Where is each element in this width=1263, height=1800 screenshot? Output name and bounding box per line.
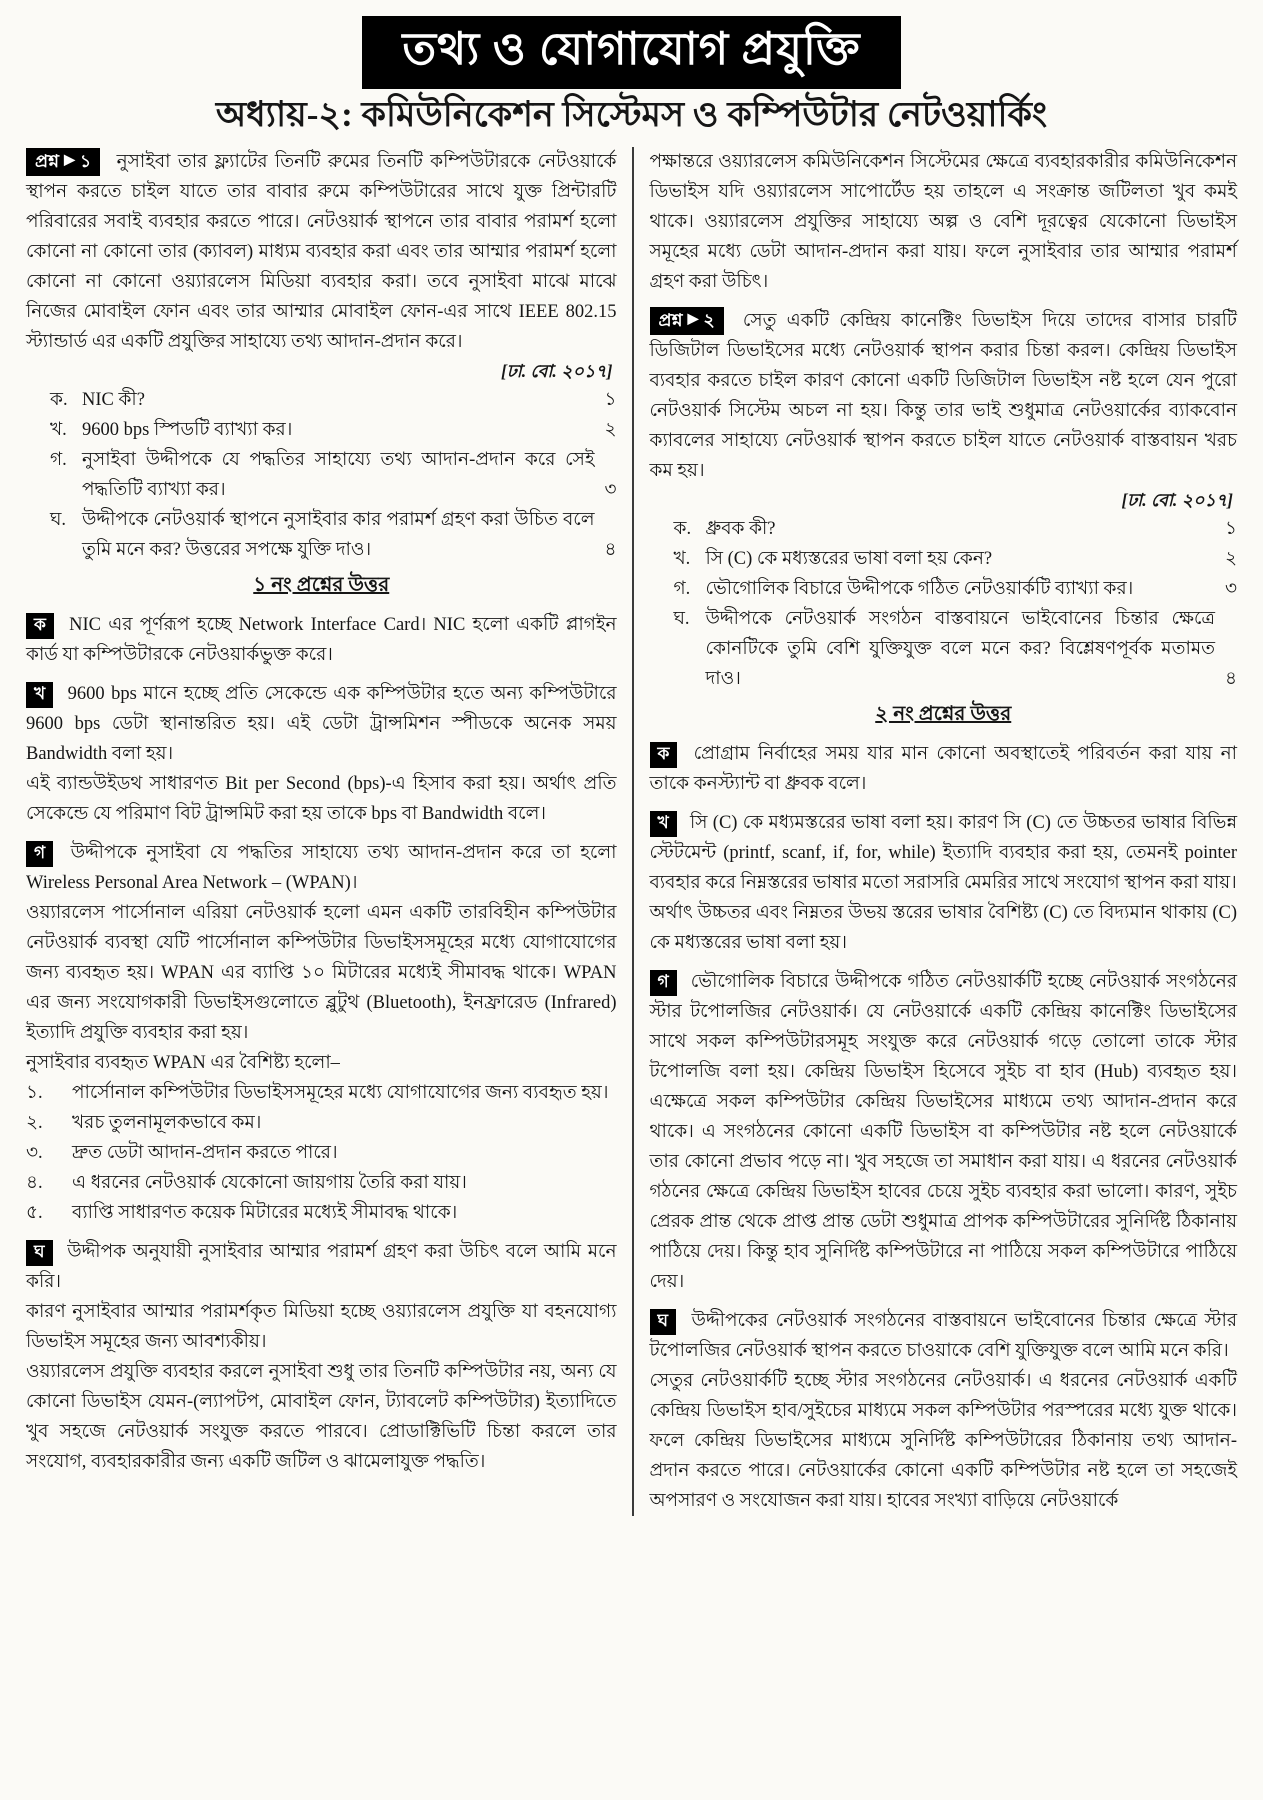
two-column-body bbox=[0, 147, 1263, 1516]
answer-tag-ga: গ bbox=[650, 970, 677, 996]
subquestion-text: উদ্দীপকে নেটওয়ার্ক সংগঠন বাস্তবায়নে ভাইবোনের চিন্তার ক্ষেত্রে কোনটিকে তুমি বেশি যুক্তিযুক্ত বলে মনে কর? বিশ্লেষণপূর্বক মতামত দাও। bbox=[705, 608, 1215, 689]
subquestion-label: গ. bbox=[673, 578, 691, 599]
play-icon: ▶ bbox=[64, 152, 75, 168]
answer2-header: ২ নং প্রশ্নের উত্তর bbox=[875, 702, 1012, 725]
answer1-gha-para3: ওয়্যারলেস প্রযুক্তি ব্যবহার করলে নুসাইবা শুধু তার তিনটি কম্পিউটার নয়, অন্য যে কোনো ডিভাইস যেমন-(ল্যাপটপ, মোবাইল ফোন, ট্যাবলেট কম্পিউটার) ইত্যাদিতে খুব সহজে নেটওয়ার্ক সংযুক্ত করতে পারবে। প্রোডাক্টিভিটি চিন্তা করলে তার সংযোগ, ব্যবহারকারীর জন্য একটি জটিল ও ঝামেলাযুক্ত পদ্ধতি। bbox=[26, 1361, 617, 1472]
question2-tag bbox=[650, 307, 724, 335]
question1-tag-number: ১ bbox=[79, 150, 92, 171]
answer1-gha-para2: কারণ নুসাইবার আম্মার পরামর্শকৃত মিডিয়া হচ্ছে ওয়্যারলেস প্রযুক্তি যা বহনযোগ্য ডিভাইস সমূহের জন্য আবশ্যকীয়। bbox=[26, 1301, 617, 1352]
question2-tag-number: ২ bbox=[703, 309, 715, 330]
subquestion-text: 9600 bps স্পিডটি ব্যাখ্যা কর। bbox=[82, 419, 293, 440]
question2-board-ref: [ঢা. বো. ২০১৭] bbox=[1121, 489, 1233, 510]
question2-subquestion-ka bbox=[650, 514, 1238, 544]
question2-tag-label: প্রশ্ন bbox=[658, 309, 683, 330]
subquestion-text: উদ্দীপকে নেটওয়ার্ক স্থাপনে নুসাইবার কার পরামর্শ গ্রহণ করা উচিত বলে তুমি মনে কর? উত্তরের সপক্ষে যুক্তি দাও। bbox=[82, 509, 595, 560]
answer2-ka bbox=[650, 739, 1238, 799]
subquestion-label: খ. bbox=[673, 548, 691, 569]
answer1-ka-text: NIC এর পূর্ণরূপ হচ্ছে Network Interface Card। NIC হলো একটি প্লাগইন কার্ড যা কম্পিউটারকে নেটওয়ার্কভুক্ত করে। bbox=[26, 614, 617, 665]
answer1-gha-continuation: পক্ষান্তরে ওয়্যারলেস কমিউনিকেশন সিস্টেমের ক্ষেত্রে ব্যবহারকারীর কমিউনিকেশন ডিভাইস যদি ওয়্যারলেস সাপোর্টেড হয় তাহলে এ সংক্রান্ত জটিলতা খুব কমই থাকে। ওয়্যারলেস প্রযুক্তির সাহায্যে অল্প ও বেশি দূরত্বের যেকোনো ডিভাইস সমূহের মধ্যে ডেটা আদান-প্রদান করা যায়। ফলে নুসাইবার তার আম্মার পরামর্শ গ্রহণ করা উচিৎ। bbox=[649, 151, 1237, 292]
subquestion-label: ক. bbox=[50, 389, 68, 410]
subquestion-marks: ৪ bbox=[604, 539, 617, 560]
subquestion-label: ঘ. bbox=[673, 608, 690, 629]
answer2-gha bbox=[650, 1306, 1238, 1516]
subquestion-marks: ৪ bbox=[1224, 668, 1237, 689]
subquestion-text: ধ্রুবক কী? bbox=[705, 518, 776, 539]
wpan-feature-5: ৫. ব্যাপ্তি সাধারণত কয়েক মিটারের মধ্যেই সীমাবদ্ধ থাকে। bbox=[26, 1202, 458, 1223]
subquestion-label: ঘ. bbox=[50, 509, 67, 530]
right-column bbox=[632, 147, 1238, 1516]
answer2-ga bbox=[650, 967, 1238, 1297]
subject-title-banner bbox=[362, 16, 900, 89]
answer-tag-gha: ঘ bbox=[26, 1240, 53, 1266]
question1-stimulus-text: নুসাইবা তার ফ্ল্যাটের তিনটি রুমের তিনটি কম্পিউটারকে নেটওয়ার্কে স্থাপন করতে চাইল যাতে তার বাবার রুমে কম্পিউটারের সাথে যুক্ত প্রিন্টারটি পরিবারের সবাই ব্যবহার করতে পারে। নেটওয়ার্ক স্থাপনে তার বাবার পরামর্শ হলো কোনো না কোনো তার (ক্যাবল) মাধ্যম ব্যবহার করা এবং তার আম্মার পরামর্শ হলো কোনো না কোনো ওয়্যারলেস মিডিয়া ব্যবহার করা। তবে নুসাইবা মাঝে মাঝে নিজের মোবাইল ফোন এবং তার আম্মার মোবাইল ফোন-এর সাথে IEEE 802.15 স্ট্যান্ডার্ড এর একটি প্রযুক্তির সাহায্যে তথ্য আদান-প্রদান করে। bbox=[26, 151, 617, 352]
question1-subquestion-kha bbox=[26, 415, 617, 445]
subquestion-marks: ২ bbox=[604, 419, 617, 440]
subquestion-label: খ. bbox=[50, 419, 67, 440]
answer-tag-ga: গ bbox=[26, 841, 53, 867]
subquestion-marks: ১ bbox=[604, 389, 617, 410]
answer2-kha-para2: অর্থাৎ উচ্চতর এবং নিম্নতর উভয় স্তরের ভাষার বৈশিষ্ট্য (C) তে বিদ্যমান থাকায় (C) কে মধ্যস্তরের ভাষা বলা হয়। bbox=[649, 902, 1237, 953]
answer2-kha-lead: সি (C) কে মধ্যমস্তরের ভাষা বলা হয়। কারণ সি (C) তে উচ্চতর ভাষার বিভিন্ন স্টেটমেন্ট (printf, scanf, if, for, while) ইত্যাদি ব্যবহার করা হয়, তেমনই pointer ব্যবহার করে নিম্নস্তরের ভাষার মতো সরাসরি মেমরির সাথে সংযোগ স্থাপন করা যায়। bbox=[649, 812, 1238, 893]
subquestion-label: গ. bbox=[50, 449, 67, 470]
question1-board-ref: [ঢা. বো. ২০১৭] bbox=[500, 360, 613, 381]
subquestion-marks: ২ bbox=[1224, 548, 1237, 569]
answer2-gha-para2: সেতুর নেটওয়ার্কটি হচ্ছে স্টার সংগঠনের নেটওয়ার্ক। এ ধরনের নেটওয়ার্ক একটি কেন্দ্রিয় ডিভাইস হাব/সুইচের মাধ্যমে সকল কম্পিউটার পরস্পরের মধ্যে যুক্ত থাকে। ফলে কেন্দ্রিয় ডিভাইসের মাধ্যমে সুনির্দিষ্ট কম্পিউটারের ঠিকানায় তথ্য আদান-প্রদান করতে পারে। নেটওয়ার্কের কোনো একটি কম্পিউটার নষ্ট হলে তা সহজেই অপসারণ ও সংযোজন করা যায়। হাবের সংখ্যা বাড়িয়ে নেটওয়ার্কে bbox=[649, 1370, 1237, 1511]
answer1-header: ১ নং প্রশ্নের উত্তর bbox=[253, 573, 390, 596]
answer-tag-gha: ঘ bbox=[650, 1309, 677, 1335]
answer2-ga-text: ভৌগোলিক বিচারে উদ্দীপকে গঠিত নেটওয়ার্কটি হচ্ছে নেটওয়ার্ক সংগঠনের স্টার টপোলজির নেটওয়ার্ক। যে নেটওয়ার্কে একটি কেন্দ্রিয় কানেক্টিং ডিভাইসের সাথে সকল কম্পিউটারসমূহ সংযুক্ত করে নেটওয়ার্ক গড়ে তোলো তাকে স্টার টপোলজি বলা হয়। কেন্দ্রিয় ডিভাইস হিসেবে সুইচ বা হাব (Hub) ব্যবহৃত হয়। এক্ষেত্রে সকল কম্পিউটার কেন্দ্রিয় ডিভাইসের মাধ্যমে তথ্য আদান-প্রদান করে থাকে। এ সংগঠনের কোনো একটি ডিভাইস বা কম্পিউটার নষ্ট হলে নেটওয়ার্কে তার কোনো প্রভাব পড়ে না। খুব সহজে তা সমাধান করা যায়। এ ধরনের নেটওয়ার্ক গঠনের ক্ষেত্রে কেন্দ্রিয় ডিভাইস হাবের চেয়ে সুইচ ব্যবহার করা ভালো। কারণ, সুইচ প্রেরক প্রান্ত থেকে প্রাপ্ত প্রান্ত ডেটা শুধুমাত্র প্রাপক কম্পিউটারের সুনির্দিষ্ট ঠিকানায় পাঠিয়ে দেয়। কিন্তু হাব সুনির্দিষ্ট কম্পিউটারে না পাঠিয়ে সকল কম্পিউটারে পাঠিয়ে দেয়। bbox=[649, 971, 1238, 1292]
question2-stimulus bbox=[650, 306, 1238, 486]
answer-tag-ka: ক bbox=[650, 742, 678, 768]
answer1-ga-lead: উদ্দীপকে নুসাইবা যে পদ্ধতির সাহায্যে তথ্য আদান-প্রদান করে তা হলো Wireless Personal Area Network – (WPAN)। bbox=[26, 842, 617, 893]
question1-stimulus bbox=[26, 147, 617, 357]
answer1-ka bbox=[26, 610, 617, 670]
left-column bbox=[26, 147, 632, 1516]
answer2-kha bbox=[650, 808, 1238, 958]
question2-subquestion-ga bbox=[650, 574, 1238, 604]
subquestion-label: ক. bbox=[673, 518, 692, 539]
question1-subquestion-gha bbox=[26, 505, 617, 565]
answer1-ga-para2: ওয়্যারলেস পার্সোনাল এরিয়া নেটওয়ার্ক হলো এমন একটি তারবিহীন কম্পিউটার নেটওয়ার্ক ব্যবস্থা যেটি পার্সোনাল কম্পিউটার ডিভাইসসমূহের মধ্যে যোগাযোগের জন্য ব্যবহৃত হয়। WPAN এর ব্যাপ্তি ১০ মিটারের মধ্যেই সীমাবদ্ধ থাকে। WPAN এর জন্য সংযোগকারী ডিভাইসগুলোতে ব্লুটুথ (Bluetooth), ইনফ্রারেড (Infrared) ইত্যাদি প্রযুক্তি ব্যবহার করা হয়। bbox=[26, 902, 617, 1043]
play-icon: ▶ bbox=[687, 311, 699, 327]
question2-subquestion-kha bbox=[650, 544, 1238, 574]
subquestion-text: ভৌগোলিক বিচারে উদ্দীপকে গঠিত নেটওয়ার্কটি ব্যাখ্যা কর। bbox=[705, 578, 1134, 599]
subquestion-marks: ১ bbox=[1224, 518, 1237, 539]
chapter-heading: অধ্যায়-২: কমিউনিকেশন সিস্টেমস ও কম্পিউটার নেটওয়ার্কিং bbox=[215, 94, 1048, 134]
question1-tag-label: প্রশ্ন bbox=[35, 150, 60, 171]
question1-subquestion-ka bbox=[26, 385, 617, 415]
subquestion-marks: ৩ bbox=[1224, 578, 1237, 599]
wpan-feature-3: ৩. দ্রুত ডেটা আদান-প্রদান করতে পারে। bbox=[26, 1142, 338, 1163]
answer1-gha bbox=[26, 1237, 617, 1477]
subject-title: তথ্য ও যোগাযোগ প্রযুক্তি bbox=[402, 24, 861, 74]
question2-subquestion-gha bbox=[650, 604, 1238, 694]
answer1-ga-list-intro: নুসাইবার ব্যবহৃত WPAN এর বৈশিষ্ট্য হলো– bbox=[26, 1052, 340, 1073]
wpan-feature-4: ৪. এ ধরনের নেটওয়ার্ক যেকোনো জায়গায় তৈরি করা যায়। bbox=[26, 1172, 467, 1193]
wpan-feature-2: ২. খরচ তুলনামূলকভাবে কম। bbox=[26, 1112, 262, 1133]
answer2-ka-text: প্রোগ্রাম নির্বাহের সময় যার মান কোনো অবস্থাতেই পরিবর্তন করা যায় না তাকে কনস্ট্যান্ট বা ধ্রুবক বলে। bbox=[649, 743, 1237, 794]
subquestion-text: NIC কী? bbox=[82, 389, 145, 410]
answer1-kha-para2: এই ব্যান্ডউইডথ সাধারণত Bit per Second (bps)-এ হিসাব করা হয়। অর্থাৎ প্রতি সেকেন্ডে যে পরিমাণ বিট ট্রান্সমিট করা হয় তাকে bps বা Bandwidth বলে। bbox=[26, 773, 617, 824]
answer-tag-kha: খ bbox=[650, 811, 677, 837]
answer1-ga bbox=[26, 838, 617, 1228]
answer1-kha-lead: 9600 bps মানে হচ্ছে প্রতি সেকেন্ডে এক কম্পিউটার হতে অন্য কম্পিউটারে 9600 bps ডেটা স্থানান্তরিত হয়। এই ডেটা ট্রান্সমিশন স্পীডকে অনেক সময় Bandwidth বলা হয়। bbox=[26, 683, 617, 764]
question1-tag bbox=[26, 148, 100, 176]
answer1-kha bbox=[26, 679, 617, 829]
subquestion-text: সি (C) কে মধ্যস্তরের ভাষা বলা হয় কেন? bbox=[705, 548, 993, 569]
subquestion-text: নুসাইবা উদ্দীপকে যে পদ্ধতির সাহায্যে তথ্য আদান-প্রদান করে সেই পদ্ধতিটি ব্যাখ্যা কর। bbox=[82, 449, 595, 500]
answer-tag-kha: খ bbox=[26, 682, 53, 708]
answer2-gha-lead: উদ্দীপকের নেটওয়ার্ক সংগঠনের বাস্তবায়নে ভাইবোনের চিন্তার ক্ষেত্রে স্টার টপোলজির নেটওয়ার্ক স্থাপন করতে চাওয়াকে বেশি যুক্তিযুক্ত বলে আমি মনে করি। bbox=[649, 1310, 1237, 1361]
question1-subquestion-ga bbox=[26, 445, 617, 505]
answer1-gha-lead: উদ্দীপক অনুযায়ী নুসাইবার আম্মার পরামর্শ গ্রহণ করা উচিৎ বলে আমি মনে করি। bbox=[26, 1241, 617, 1292]
answer-tag-ka: ক bbox=[26, 613, 54, 639]
question2-stimulus-text: সেতু একটি কেন্দ্রিয় কানেক্টিং ডিভাইস দিয়ে তাদের বাসার চারটি ডিজিটাল ডিভাইসের মধ্যে নেটওয়ার্ক স্থাপন করার চিন্তা করল। কেন্দ্রিয় ডিভাইস ব্যবহার করতে চাইল কারণ কোনো একটি ডিজিটাল ডিভাইস নষ্ট হলে যেন পুরো নেটওয়ার্ক সিস্টেম অচল না হয়। কিন্তু তার ভাই শুধুমাত্র নেটওয়ার্কের ব্যাকবোন ক্যাবলের সাহায্যে নেটওয়ার্ক স্থাপন করতে চাইল যাতে নেটওয়ার্ক বাস্তবায়ন খরচ কম হয়। bbox=[649, 310, 1238, 481]
subquestion-marks: ৩ bbox=[604, 479, 617, 500]
wpan-feature-1: ১. পার্সোনাল কম্পিউটার ডিভাইসসমূহের মধ্যে যোগাযোগের জন্য ব্যবহৃত হয়। bbox=[26, 1082, 609, 1103]
